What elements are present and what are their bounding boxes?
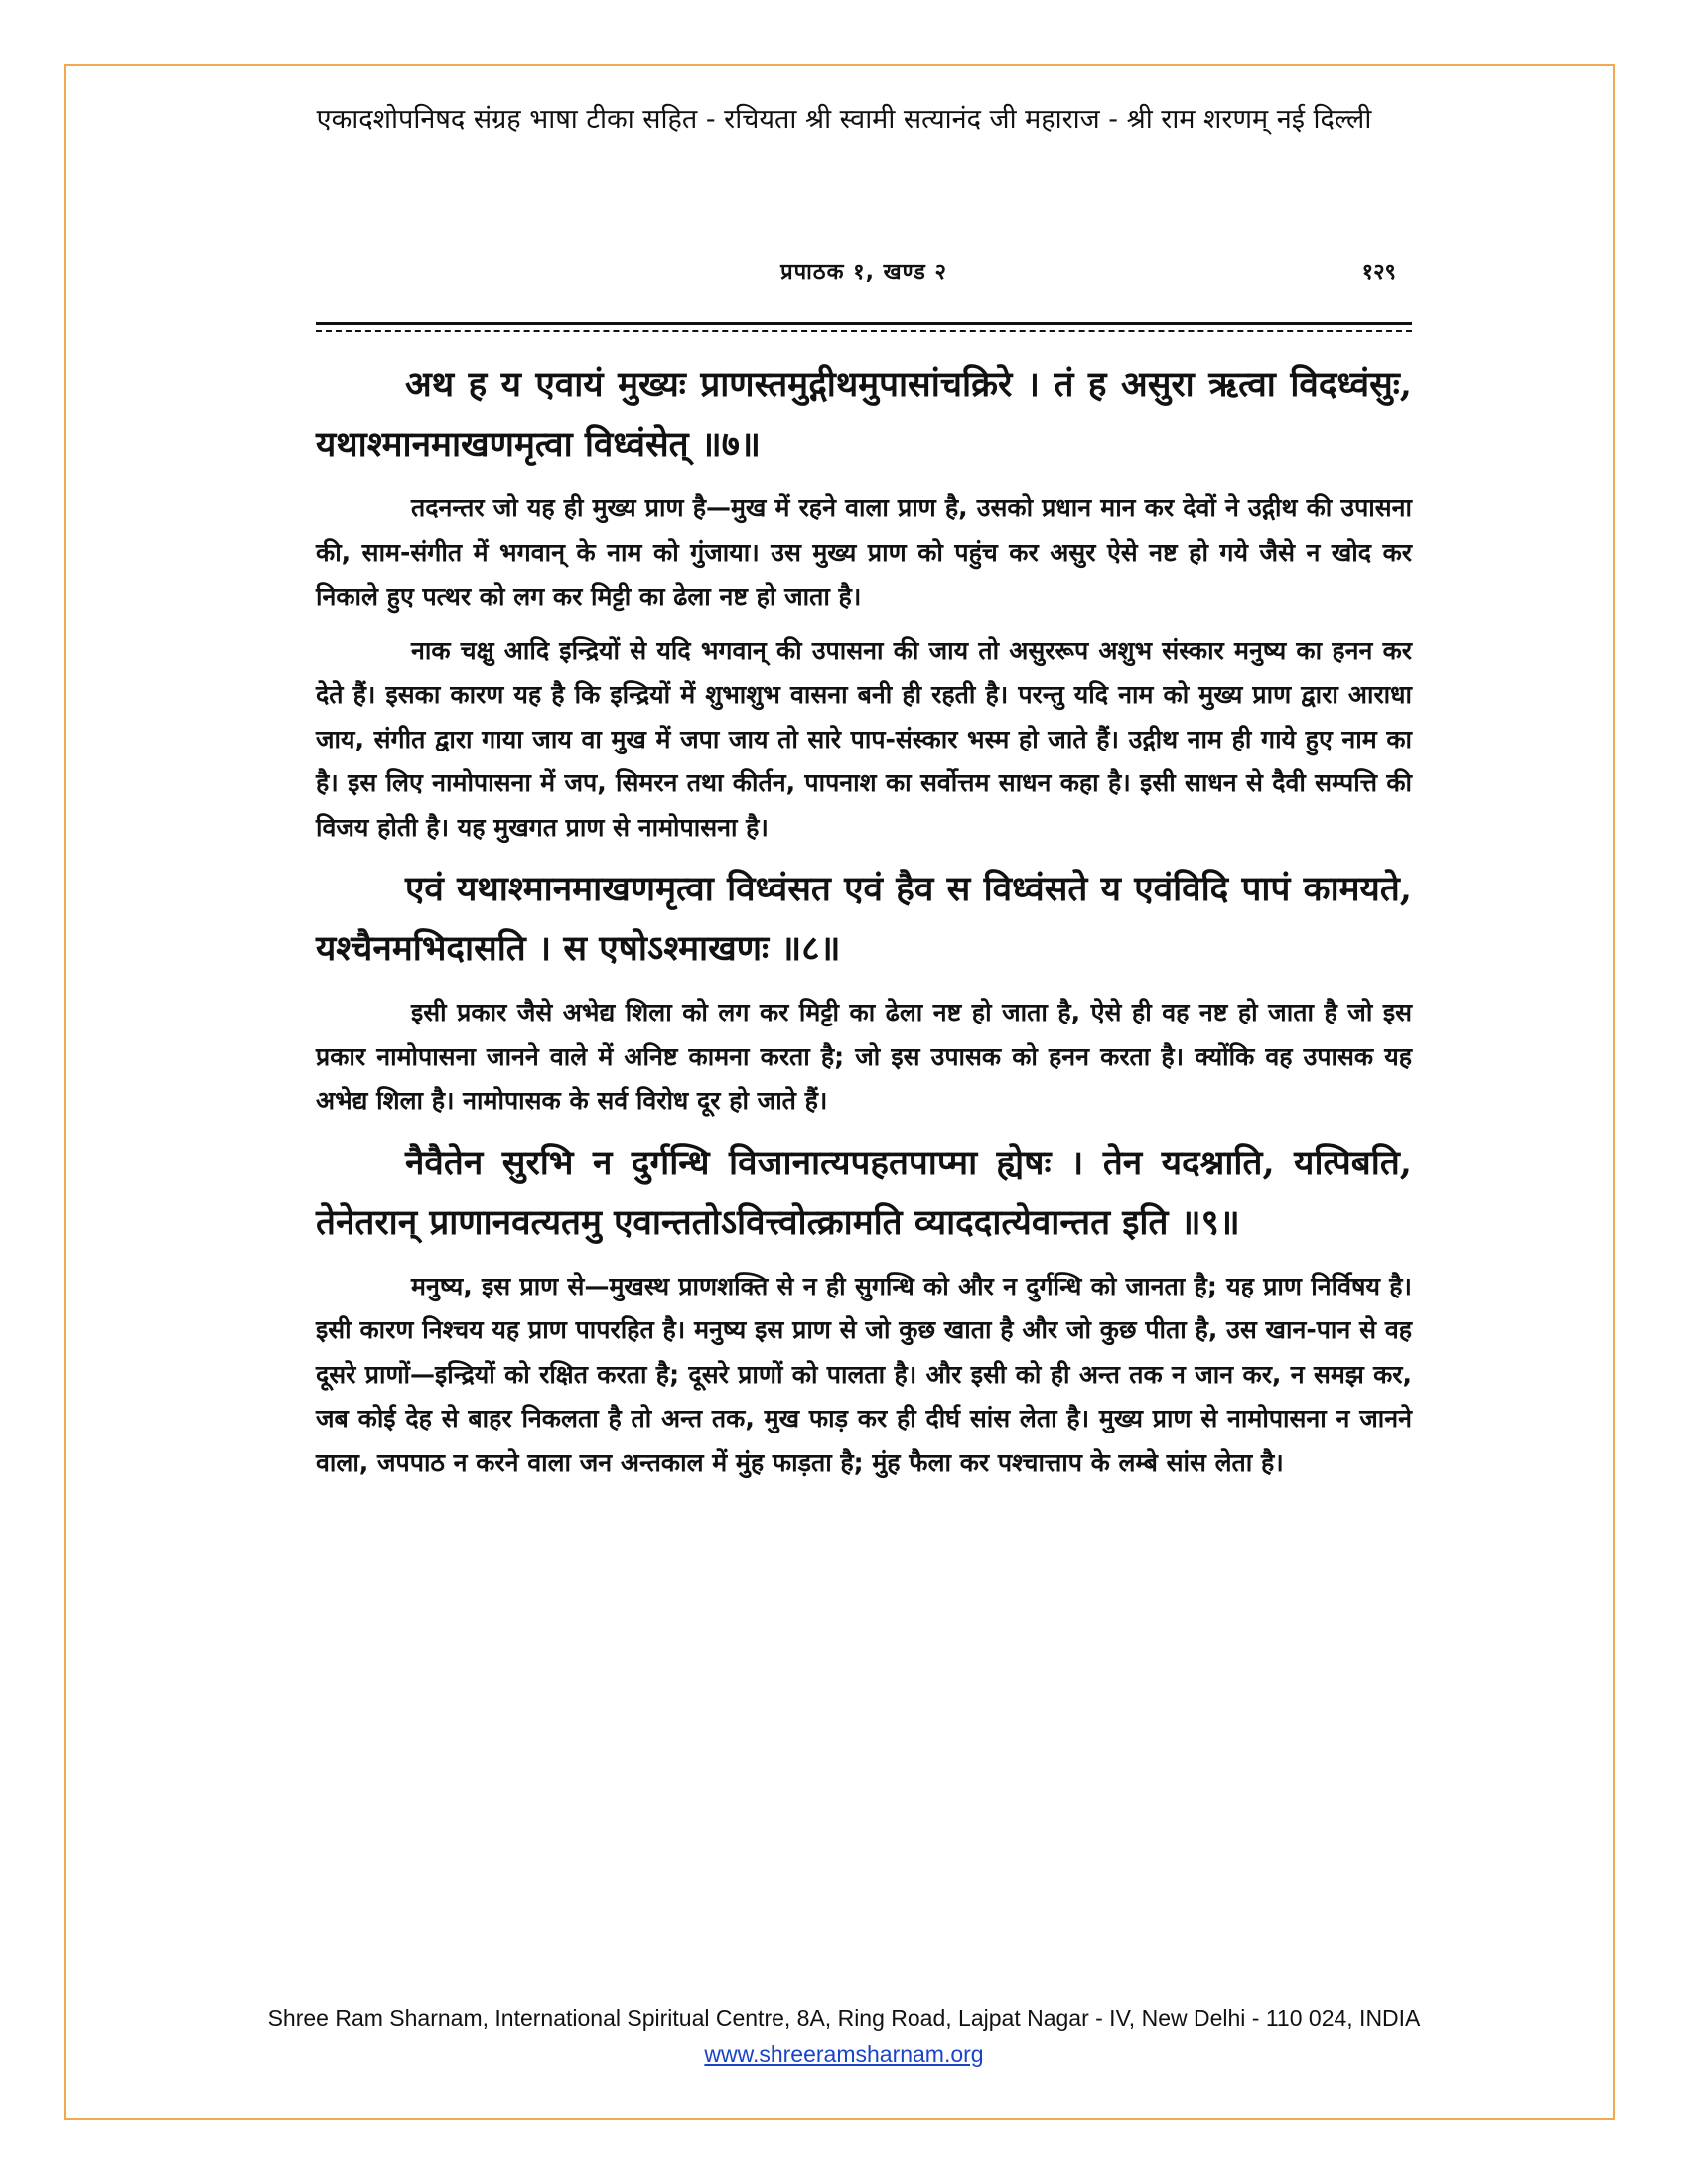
page-body: [316, 355, 1412, 1495]
commentary-7b: नाक चक्षु आदि इन्द्रियों से यदि भगवान् की उपासना की जाय तो असुररूप अशुभ संस्कार मनुष्य का हनन कर देते हैं। इसका कारण यह है कि इन्द्रियों में शुभाशुभ वासना बनी ही रहती है। परन्तु यदि नाम को मुख्य प्राण द्वारा आराधा जाय, संगीत द्वारा गाया जाय वा मुख में जपा जाय तो सारे पाप-संस्कार भस्म हो जाते हैं। उद्गीथ नाम ही गाये हुए नाम का है। इस लिए नामोपासना में जप, सिमरन तथा कीर्तन, पापनाश का सर्वोत्तम साधन कहा है। इसी साधन से दैवी सम्पत्ति की विजय होती है। यह मुखगत प्राण से नामोपासना है।: [316, 635, 1412, 842]
document-header: एकादशोपनिषद संग्रह भाषा टीका सहित - रचियता श्री स्वामी सत्यानंद जी महाराज - श्री राम शरणम् नई दिल्ली: [316, 104, 1372, 135]
scanned-page: [316, 216, 1412, 1962]
website-link[interactable]: www.shreeramsharnam.org: [704, 2041, 984, 2067]
header-rule-dashed: [316, 330, 1412, 334]
page-number: १२९: [1361, 260, 1396, 285]
commentary-8: इसी प्रकार जैसे अभेद्य शिला को लग कर मिट्टी का ढेला नष्ट हो जाता है, ऐसे ही वह नष्ट हो जाता है जो इस प्रकार नामोपासना जानने वाले में अनिष्ट कामना करता है; जो इस उपासक को हनन करता है। क्योंकि वह उपासक यह अभेद्य शिला है। नामोपासक के सर्व विरोध दूर हो जाते हैं।: [316, 998, 1412, 1115]
commentary-7a: तदनन्तर जो यह ही मुख्य प्राण है—मुख में रहने वाला प्राण है, उसको प्रधान मान कर देवों ने उद्गीथ की उपासना की, साम-संगीत में भगवान् के नाम को गुंजाया। उस मुख्य प्राण को पहुंच कर असुर ऐसे नष्ट हो गये जैसे न खोद कर निकाले हुए पत्थर को लग कर मिट्टी का ढेला नष्ट हो जाता है।: [316, 493, 1412, 611]
verse-7: अथ ह य एवायं मुख्यः प्राणस्तमुद्गीथमुपासांचक्रिरे । तं ह असुरा ऋत्वा विदध्वंसुः, यथाश्मानमाखणमृत्वा विध्वंसेत् ॥७॥: [316, 364, 1412, 465]
header-rule: [316, 322, 1412, 325]
commentary-9: मनुष्य, इस प्राण से—मुखस्थ प्राणशक्ति से न ही सुगन्धि को और न दुर्गन्धि को जानता है; यह प्राण निर्विषय है। इसी कारण निश्चय यह प्राण पापरहित है। मनुष्य इस प्राण से जो कुछ खाता है और जो कुछ पीता है, उस खान-पान से वह दूसरे प्राणों—इन्द्रियों को रक्षित करता है; दूसरे प्राणों को पालता है। और इसी को ही अन्त तक न जान कर, न समझ कर, जब कोई देह से बाहर निकलता है तो अन्त तक, मुख फाड़ कर ही दीर्घ सांस लेता है। मुख्य प्राण से नामोपासना न जानने वाला, जपपाठ न करने वाला जन अन्तकाल में मुंह फाड़ता है; मुंह फैला कर पश्चात्ताप के लम्बे सांस लेता है।: [316, 1271, 1412, 1477]
verse-9: नैवैतेन सुरभि न दुर्गन्धि विजानात्यपहतपाप्मा ह्येषः । तेन यदश्नाति, यत्पिबति, तेनेतरान् प्राणानवत्यतमु एवान्ततोऽवित्त्वोत्क्रामति व्याददात्येवान्तत इति ॥९॥: [316, 1142, 1412, 1243]
running-head: [316, 256, 1412, 296]
running-title: प्रपाठक १, खण्ड २: [780, 260, 947, 285]
verse-8: एवं यथाश्मानमाखणमृत्वा विध्वंसत एवं हैव स विध्वंसते य एवंविदि पापं कामयते, यश्चैनमभिदासति । स एषोऽश्माखणः ॥८॥: [316, 869, 1412, 969]
footer-address: Shree Ram Sharnam, International Spiritual Centre, 8A, Ring Road, Lajpat Nagar - IV, New Delhi - 110 024, INDIA: [267, 2005, 1421, 2031]
